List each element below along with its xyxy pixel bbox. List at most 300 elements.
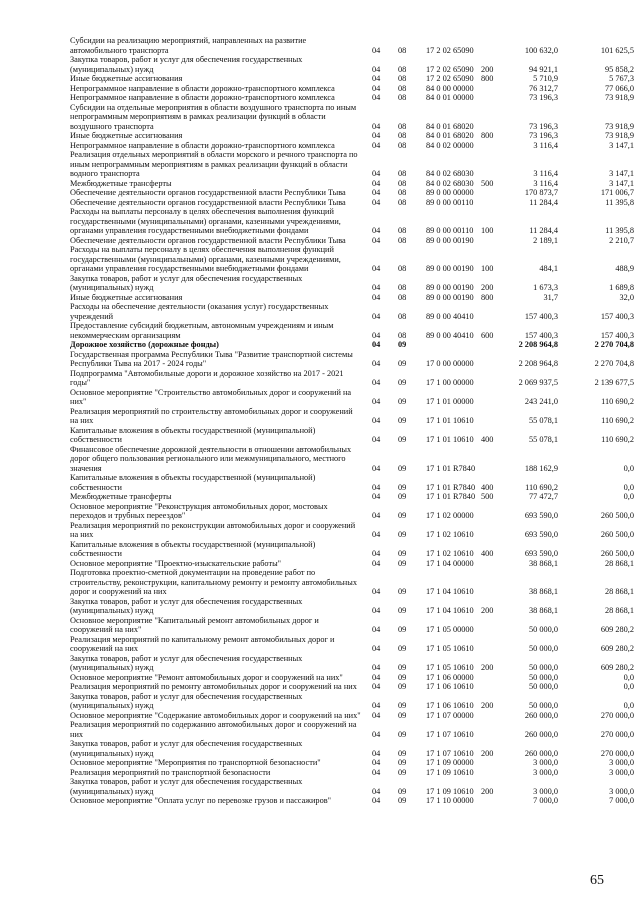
- section-code: 04: [372, 606, 381, 615]
- expense-type-code: 400: [481, 549, 494, 558]
- section-code: 04: [372, 83, 381, 93]
- expense-type-code: 500: [481, 178, 494, 188]
- row-name: Подпрограмма "Автомобильные дороги и дорожное хозяйство на 2017 - 2021 годы": [70, 368, 344, 387]
- row-name: Реализация мероприятий по транспортной безопасности: [70, 767, 271, 777]
- page-number: 65: [590, 873, 604, 888]
- amount-year-1: 77 472,7: [528, 492, 558, 501]
- subsection-code: 08: [398, 121, 407, 131]
- row-name: Субсидии на реализацию мероприятий, направленных на развитие автомобильного транспорта: [70, 36, 307, 55]
- amount-year-2: 11 395,8: [605, 197, 634, 207]
- target-article-code: 89 0 00 00190: [426, 292, 474, 302]
- amount-year-1: 484,1: [539, 264, 558, 273]
- target-article-code: 17 1 02 00000: [426, 511, 474, 520]
- subsection-code: 08: [398, 178, 407, 188]
- section-code: 04: [372, 397, 381, 406]
- expense-type-code: 800: [481, 74, 494, 83]
- row-name: Реализация мероприятий по реконструкции автомобильных дорог и сооружений на них: [70, 520, 356, 539]
- row-name: Расходы на выплаты персоналу в целях обеспечения выполнения функций государственными (муниципальными) органами, казенными учреждениями, органами управления государственными внебюджетными фондами: [70, 207, 341, 235]
- amount-year-2: 609 280,2: [600, 625, 634, 634]
- row-name: Межбюджетные трансферты: [70, 178, 172, 188]
- amount-year-1: 3 000,0: [533, 758, 558, 767]
- amount-year-1: 260 000,0: [524, 748, 558, 758]
- section-code: 04: [372, 435, 381, 444]
- amount-year-2: 110 690,2: [601, 435, 634, 444]
- amount-year-2: 28 868,1: [604, 606, 634, 615]
- table-row: [0, 188, 640, 198]
- section-code: 04: [372, 64, 381, 74]
- amount-year-2: 270 000,0: [600, 748, 634, 758]
- amount-year-1: 157 400,3: [524, 330, 558, 340]
- section-code: 04: [372, 625, 381, 634]
- amount-year-1: 170 873,7: [524, 188, 558, 197]
- section-code: 04: [372, 378, 381, 387]
- row-name: Реализация мероприятий по капитальному ремонт автомобильных дорог и сооружений на них: [70, 634, 335, 653]
- amount-year-2: 28 868,1: [604, 558, 634, 568]
- amount-year-2: 609 280,2: [600, 663, 634, 672]
- subsection-code: 08: [398, 283, 407, 292]
- table-row: [0, 74, 640, 84]
- section-code: 04: [372, 729, 381, 739]
- section-code: 04: [372, 482, 381, 492]
- amount-year-2: 110 690,2: [601, 416, 634, 425]
- amount-year-2: 28 868,1: [604, 587, 634, 596]
- row-name: Закупка товаров, работ и услуг для обеспечения государственных (муниципальных) нужд: [70, 55, 303, 74]
- amount-year-2: 95 858,2: [604, 64, 634, 74]
- table-row: [0, 768, 640, 778]
- section-code: 04: [372, 701, 381, 710]
- table-row: [0, 739, 640, 758]
- section-code: 04: [372, 264, 381, 273]
- row-name: Непрограммное направление в области дорожно-транспортного комплекса: [70, 140, 335, 150]
- table-row: [0, 321, 640, 340]
- amount-year-2: 157 400,3: [600, 330, 634, 340]
- target-article-code: 89 0 00 00190: [426, 283, 474, 292]
- table-row: [0, 84, 640, 94]
- amount-year-1: 38 868,1: [528, 587, 558, 596]
- amount-year-2: 260 500,0: [600, 511, 634, 520]
- amount-year-1: 50 000,0: [528, 701, 558, 710]
- amount-year-2: 3 147,1: [609, 140, 634, 150]
- table-row: [0, 568, 640, 597]
- amount-year-2: 3 147,1: [609, 178, 634, 188]
- amount-year-1: 31,7: [543, 292, 558, 302]
- amount-year-2: 488,9: [615, 264, 634, 273]
- row-name: Субсидии на отдельные мероприятия в области воздушного транспорта по иным непрограммным мероприятиям в рамках реализации функций в области воздушного транспорта: [70, 102, 357, 131]
- row-name: Основное мероприятие "Оплата услуг по перевозке грузов и пассажиров": [70, 796, 332, 805]
- row-name: Расходы на обеспечение деятельности (оказания услуг) государственных учреждений: [70, 302, 329, 321]
- section-code: 04: [372, 74, 381, 83]
- subsection-code: 09: [398, 701, 407, 710]
- row-name: Реализация мероприятий по ремонту автомобильных дорог и сооружений на них: [70, 682, 357, 691]
- subsection-code: 09: [398, 710, 407, 720]
- subsection-code: 09: [398, 625, 407, 634]
- row-name: Иные бюджетные ассигнования: [70, 292, 183, 302]
- subsection-code: 09: [398, 644, 407, 653]
- amount-year-2: 0,0: [623, 682, 634, 691]
- amount-year-2: 3 000,0: [609, 786, 634, 796]
- row-name: Основное мероприятие "Ремонт автомобильных дорог и сооружений на них": [70, 672, 343, 682]
- table-row: [0, 711, 640, 721]
- subsection-code: 08: [398, 131, 407, 140]
- row-name: Основное мероприятие "Строительство автомобильных дорог и сооружений на них": [70, 387, 352, 406]
- amount-year-1: 3 000,0: [533, 767, 558, 777]
- target-article-code: 17 1 01 R7840: [426, 482, 476, 492]
- target-article-code: 89 0 00 00110: [426, 197, 474, 207]
- amount-year-1: 55 078,1: [528, 435, 558, 444]
- subsection-code: 09: [398, 492, 407, 501]
- subsection-code: 09: [398, 558, 407, 568]
- section-code: 04: [372, 340, 381, 349]
- subsection-code: 09: [398, 530, 407, 539]
- table-row: [0, 198, 640, 208]
- subsection-code: 09: [398, 729, 407, 739]
- target-article-code: 17 1 06 00000: [426, 672, 474, 682]
- table-row: [0, 426, 640, 445]
- row-name: Капитальные вложения в объекты государственной (муниципальной) собственности: [70, 425, 316, 444]
- target-article-code: 17 1 01 00000: [426, 397, 474, 406]
- section-code: 04: [372, 140, 381, 150]
- section-code: 04: [372, 710, 381, 720]
- amount-year-1: 38 868,1: [528, 606, 558, 615]
- amount-year-1: 38 868,1: [528, 558, 558, 568]
- subsection-code: 09: [398, 378, 407, 387]
- amount-year-1: 100 632,0: [524, 45, 558, 55]
- expense-type-code: 400: [481, 435, 494, 444]
- amount-year-1: 7 000,0: [533, 796, 558, 805]
- expense-type-code: 800: [481, 131, 494, 140]
- table-row: [0, 682, 640, 692]
- amount-year-2: 1 689,8: [609, 283, 634, 292]
- amount-year-2: 0,0: [623, 701, 634, 710]
- amount-year-1: 110 690,2: [525, 482, 558, 492]
- subsection-code: 09: [398, 663, 407, 672]
- section-code: 04: [372, 549, 381, 558]
- target-article-code: 17 1 05 00000: [426, 625, 474, 634]
- target-article-code: 17 2 02 65090: [426, 64, 474, 74]
- target-article-code: 17 1 09 10610: [426, 767, 474, 777]
- amount-year-2: 5 767,3: [609, 74, 634, 83]
- subsection-code: 08: [398, 264, 407, 273]
- table-row: [0, 777, 640, 796]
- table-row: [0, 407, 640, 426]
- table-row: [0, 597, 640, 616]
- row-name: Закупка товаров, работ и услуг для обеспечения государственных (муниципальных) нужд: [70, 777, 303, 796]
- subsection-code: 08: [398, 226, 407, 235]
- row-name: Основное мероприятие "Мероприятия по транспортной безопасности": [70, 758, 321, 767]
- amount-year-1: 5 710,9: [533, 74, 558, 83]
- table-row: [0, 758, 640, 768]
- amount-year-1: 50 000,0: [528, 682, 558, 691]
- amount-year-2: 11 395,8: [605, 226, 634, 235]
- target-article-code: 17 1 01 10610: [426, 435, 474, 444]
- table-row: [0, 559, 640, 569]
- subsection-code: 08: [398, 64, 407, 74]
- expense-type-code: 200: [481, 701, 494, 710]
- table-row: [0, 388, 640, 407]
- subsection-code: 08: [398, 169, 407, 178]
- subsection-code: 08: [398, 197, 407, 207]
- section-code: 04: [372, 416, 381, 425]
- amount-year-2: 2 270 704,8: [594, 340, 634, 349]
- amount-year-2: 7 000,0: [609, 796, 634, 805]
- expense-type-code: 100: [481, 264, 494, 273]
- table-row: [0, 236, 640, 246]
- row-name: Дорожное хозяйство (дорожные фонды): [70, 340, 219, 349]
- amount-year-1: 50 000,0: [528, 672, 558, 682]
- section-code: 04: [372, 330, 381, 340]
- subsection-code: 09: [398, 758, 407, 767]
- table-row: [0, 274, 640, 293]
- amount-year-1: 188 162,9: [524, 463, 558, 473]
- table-row: [0, 492, 640, 502]
- section-code: 04: [372, 558, 381, 568]
- target-article-code: 89 0 00 00110: [426, 226, 474, 235]
- amount-year-1: 3 116,4: [533, 140, 558, 150]
- target-article-code: 17 1 06 10610: [426, 701, 474, 710]
- section-code: 04: [372, 663, 381, 672]
- amount-year-1: 260 000,0: [524, 729, 558, 739]
- target-article-code: 84 0 00 00000: [426, 83, 474, 93]
- row-name: Предоставление субсидий бюджетным, автономным учреждениям и иным некоммерческим организациям: [70, 321, 334, 340]
- row-name: Основное мероприятие "Капитальный ремонт автомобильных дорог и сооружений на них": [70, 615, 319, 634]
- section-code: 04: [372, 786, 381, 796]
- section-code: 04: [372, 283, 381, 292]
- section-code: 04: [372, 758, 381, 767]
- row-name: Расходы на выплаты персоналу в целях обеспечения выполнения функций государственными (муниципальными) органами, казенными учреждениями, органами управления государственными внебюджетными фондами: [70, 245, 341, 273]
- amount-year-2: 32,0: [619, 292, 634, 302]
- subsection-code: 08: [398, 330, 407, 340]
- target-article-code: 17 1 00 00000: [426, 378, 474, 387]
- amount-year-1: 2 208 964,8: [518, 359, 558, 368]
- row-name: Финансовое обеспечение дорожной деятельности в отношении автомобильных дорог общего пользования регионального или межмуниципального, местного значения: [70, 444, 352, 473]
- section-code: 04: [372, 45, 381, 55]
- target-article-code: 89 0 00 40410: [426, 311, 474, 321]
- table-row: [0, 369, 640, 388]
- amount-year-1: 3 000,0: [533, 786, 558, 796]
- table-row: [0, 245, 640, 274]
- amount-year-1: 243 241,0: [524, 397, 558, 406]
- target-article-code: 17 1 04 10610: [426, 587, 474, 596]
- subsection-code: 09: [398, 340, 407, 349]
- target-article-code: 17 1 07 00000: [426, 710, 474, 720]
- target-article-code: 17 1 01 R7840: [426, 492, 476, 501]
- subsection-code: 08: [398, 188, 407, 197]
- amount-year-1: 11 284,4: [529, 197, 558, 207]
- table-row: [0, 150, 640, 179]
- section-code: 04: [372, 644, 381, 653]
- target-article-code: 84 0 01 00000: [426, 93, 474, 102]
- subsection-code: 08: [398, 311, 407, 321]
- table-row: [0, 131, 640, 141]
- table-row: [0, 720, 640, 739]
- subsection-code: 09: [398, 748, 407, 758]
- row-name: Межбюджетные трансферты: [70, 492, 172, 501]
- target-article-code: 17 1 01 R7840: [426, 463, 476, 473]
- row-name: Непрограммное направление в области дорожно-транспортного комплекса: [70, 83, 335, 93]
- target-article-code: 17 1 07 10610: [426, 729, 474, 739]
- expense-type-code: 200: [481, 606, 494, 615]
- amount-year-1: 2 069 937,5: [518, 378, 558, 387]
- amount-year-1: 2 208 964,8: [518, 340, 558, 349]
- target-article-code: 17 1 02 10610: [426, 549, 474, 558]
- target-article-code: 17 1 04 10610: [426, 606, 474, 615]
- amount-year-1: 1 673,3: [533, 283, 558, 292]
- amount-year-1: 260 000,0: [524, 710, 558, 720]
- amount-year-1: 11 284,4: [529, 226, 558, 235]
- section-code: 04: [372, 169, 381, 178]
- row-name: Реализация мероприятий по строительству автомобильных дорог и сооружений на них: [70, 406, 353, 425]
- row-name: Подготовка проектно-сметной документации на проведение работ по строительству, реконструкции, капитальному ремонту и ремонту автомобильных дорог и сооружений на них: [70, 568, 357, 596]
- amount-year-2: 260 500,0: [600, 530, 634, 539]
- target-article-code: 89 0 00 40410: [426, 330, 474, 340]
- amount-year-1: 693 590,0: [524, 530, 558, 539]
- subsection-code: 08: [398, 140, 407, 150]
- amount-year-1: 73 196,3: [528, 131, 558, 140]
- target-article-code: 17 1 07 10610: [426, 748, 474, 758]
- amount-year-2: 3 147,1: [609, 169, 634, 178]
- subsection-code: 08: [398, 74, 407, 83]
- row-name: Закупка товаров, работ и услуг для обеспечения государственных (муниципальных) нужд: [70, 596, 303, 615]
- row-name: Закупка товаров, работ и услуг для обеспечения государственных (муниципальных) нужд: [70, 739, 303, 758]
- table-row: [0, 616, 640, 635]
- expense-type-code: 100: [481, 226, 494, 235]
- amount-year-1: 50 000,0: [528, 663, 558, 672]
- table-row: [0, 502, 640, 521]
- subsection-code: 08: [398, 45, 407, 55]
- target-article-code: 17 1 09 10610: [426, 786, 474, 796]
- target-article-code: 17 1 04 00000: [426, 558, 474, 568]
- target-article-code: 84 0 01 68020: [426, 121, 474, 131]
- table-row: [0, 340, 640, 350]
- row-name: Реализация мероприятий по содержанию автомобильных дорог и сооружений на них: [70, 720, 357, 739]
- target-article-code: 17 1 05 10610: [426, 663, 474, 672]
- amount-year-2: 0,0: [623, 463, 634, 473]
- target-article-code: 89 0 00 00190: [426, 235, 474, 245]
- subsection-code: 09: [398, 587, 407, 596]
- amount-year-2: 2 139 677,5: [594, 378, 634, 387]
- subsection-code: 08: [398, 93, 407, 102]
- row-name: Закупка товаров, работ и услуг для обеспечения государственных (муниципальных) нужд: [70, 653, 303, 672]
- budget-table: [0, 36, 640, 806]
- table-row: [0, 540, 640, 559]
- amount-year-2: 0,0: [623, 482, 634, 492]
- amount-year-1: 3 116,4: [533, 169, 558, 178]
- expense-type-code: 800: [481, 292, 494, 302]
- amount-year-1: 73 196,3: [528, 121, 558, 131]
- row-name: Основное мероприятие "Проектно-изыскательские работы": [70, 558, 282, 568]
- expense-type-code: 200: [481, 283, 494, 292]
- subsection-code: 09: [398, 606, 407, 615]
- section-code: 04: [372, 672, 381, 682]
- amount-year-2: 73 918,9: [604, 131, 634, 140]
- row-name: Обеспечение деятельности органов государственной власти Республики Тыва: [70, 235, 346, 245]
- subsection-code: 09: [398, 672, 407, 682]
- amount-year-2: 73 918,9: [604, 121, 634, 131]
- target-article-code: 17 1 06 10610: [426, 682, 474, 691]
- table-row: [0, 350, 640, 369]
- amount-year-2: 110 690,2: [601, 397, 634, 406]
- amount-year-1: 50 000,0: [528, 625, 558, 634]
- amount-year-2: 157 400,3: [600, 311, 634, 321]
- section-code: 04: [372, 188, 381, 197]
- target-article-code: 89 0 00 00000: [426, 188, 474, 197]
- section-code: 04: [372, 682, 381, 691]
- table-row: [0, 179, 640, 189]
- expense-type-code: 200: [481, 663, 494, 672]
- expense-type-code: 200: [481, 786, 494, 796]
- amount-year-1: 50 000,0: [528, 644, 558, 653]
- table-row: [0, 141, 640, 151]
- table-row: [0, 673, 640, 683]
- section-code: 04: [372, 492, 381, 501]
- table-row: [0, 207, 640, 236]
- amount-year-1: 55 078,1: [528, 416, 558, 425]
- row-name: Капитальные вложения в объекты государственной (муниципальной) собственности: [70, 539, 316, 558]
- subsection-code: 08: [398, 235, 407, 245]
- target-article-code: 84 0 02 68030: [426, 178, 474, 188]
- subsection-code: 09: [398, 416, 407, 425]
- amount-year-2: 270 000,0: [600, 729, 634, 739]
- target-article-code: 17 2 02 65090: [426, 45, 474, 55]
- row-name: Закупка товаров, работ и услуг для обеспечения государственных (муниципальных) нужд: [70, 273, 303, 292]
- target-article-code: 17 1 09 00000: [426, 758, 474, 767]
- target-article-code: 17 1 01 10610: [426, 416, 474, 425]
- table-row: [0, 103, 640, 132]
- section-code: 04: [372, 121, 381, 131]
- section-code: 04: [372, 226, 381, 235]
- amount-year-1: 157 400,3: [524, 311, 558, 321]
- section-code: 04: [372, 235, 381, 245]
- amount-year-1: 3 116,4: [533, 178, 558, 188]
- amount-year-1: 693 590,0: [524, 549, 558, 558]
- subsection-code: 09: [398, 796, 407, 805]
- table-row: [0, 692, 640, 711]
- subsection-code: 08: [398, 292, 407, 302]
- expense-type-code: 600: [481, 330, 494, 340]
- row-name: Капитальные вложения в объекты государственной (муниципальной) собственности: [70, 473, 316, 492]
- amount-year-1: 73 196,3: [528, 93, 558, 102]
- subsection-code: 09: [398, 482, 407, 492]
- target-article-code: 17 1 10 00000: [426, 796, 474, 805]
- amount-year-1: 2 189,1: [533, 235, 558, 245]
- subsection-code: 09: [398, 359, 407, 368]
- row-name: Реализация отдельных мероприятий в области морского и речного транспорта по иным непрограммным мероприятиям в рамках реализации функций в области водного транспорта: [70, 150, 358, 178]
- section-code: 04: [372, 178, 381, 188]
- table-row: [0, 36, 640, 55]
- amount-year-1: 94 921,1: [528, 64, 558, 74]
- amount-year-2: 171 006,7: [600, 188, 634, 197]
- target-article-code: 17 2 02 65090: [426, 74, 474, 83]
- target-article-code: 89 0 00 00190: [426, 264, 474, 273]
- section-code: 04: [372, 587, 381, 596]
- amount-year-2: 270 000,0: [600, 710, 634, 720]
- amount-year-2: 260 500,0: [600, 549, 634, 558]
- amount-year-1: 76 312,7: [528, 83, 558, 93]
- section-code: 04: [372, 530, 381, 539]
- section-code: 04: [372, 511, 381, 520]
- target-article-code: 84 0 01 68020: [426, 131, 474, 140]
- amount-year-2: 3 000,0: [609, 767, 634, 777]
- target-article-code: 17 1 02 10610: [426, 530, 474, 539]
- expense-type-code: 400: [481, 482, 494, 492]
- subsection-code: 09: [398, 435, 407, 444]
- table-row: [0, 521, 640, 540]
- table-row: [0, 445, 640, 474]
- amount-year-2: 73 918,9: [604, 93, 634, 102]
- row-name: Обеспечение деятельности органов государственной власти Республики Тыва: [70, 188, 346, 197]
- target-article-code: 84 0 02 68030: [426, 169, 474, 178]
- subsection-code: 09: [398, 786, 407, 796]
